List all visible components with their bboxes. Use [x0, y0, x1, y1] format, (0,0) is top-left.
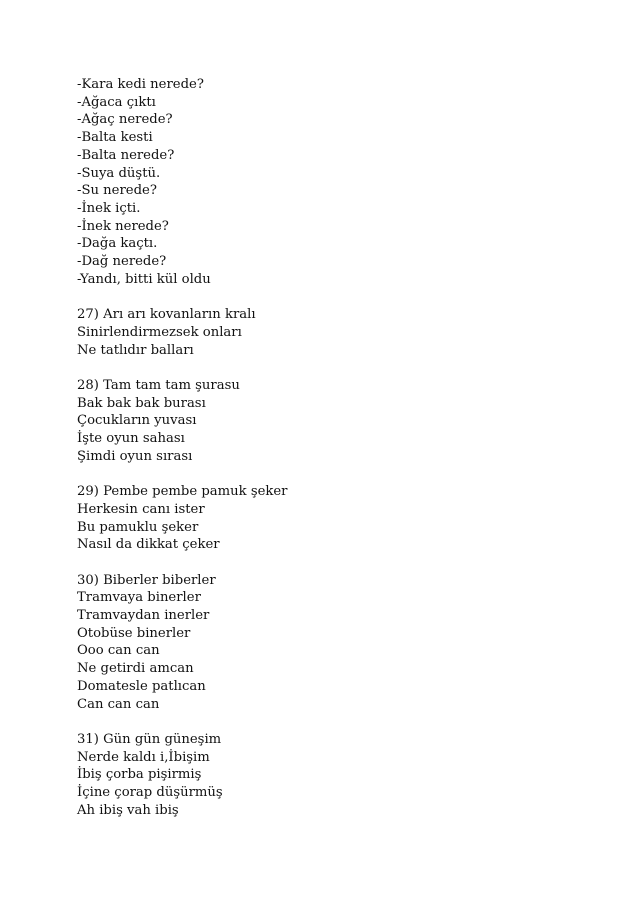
poem-27 [77, 306, 597, 359]
text-line: Ooo can can [77, 643, 160, 659]
text-line: 27) Arı arı kovanların kralı [77, 307, 256, 323]
poem-29 [77, 483, 597, 554]
text-line: Sinirlendirmezsek onları [77, 324, 242, 340]
text-line: Tramvaydan inerler [77, 608, 210, 624]
text-line: 29) Pembe pembe pamuk şeker [77, 484, 288, 500]
poem-text [77, 76, 597, 819]
stanza-gap [77, 359, 597, 377]
text-line: Domatesle patlıcan [77, 678, 206, 694]
text-line: İbiş çorba pişirmiş [77, 767, 202, 783]
text-line: -İnek içti. [77, 200, 141, 216]
dialogue-block [77, 76, 597, 288]
stanza-gap [77, 554, 597, 572]
text-line: Ne tatlıdır balları [77, 342, 194, 358]
text-line: -Kara kedi nerede? [77, 77, 204, 92]
text-line: 31) Gün gün güneşim [77, 731, 222, 747]
text-line: İçine çorap düşürmüş [77, 785, 223, 801]
text-line: Nerde kaldı i,İbişim [77, 749, 210, 765]
text-line: Herkesin canı ister [77, 501, 205, 517]
text-line: -Dağ nerede? [77, 254, 167, 270]
stanza-gap [77, 288, 597, 306]
text-line: 30) Biberler biberler [77, 572, 216, 588]
stanza-gap [77, 465, 597, 483]
text-line: Tramvaya binerler [77, 590, 201, 606]
stanza-gap [77, 713, 597, 731]
text-line: -Ağaca çıktı [77, 94, 156, 110]
text-line: 28) Tam tam tam şurasu [77, 377, 240, 393]
text-line: Bak bak bak burası [77, 395, 206, 411]
poem-28 [77, 377, 597, 466]
text-line: -Yandı, bitti kül oldu [77, 271, 211, 287]
text-line: -Suya düştü. [77, 165, 161, 181]
text-line: Bu pamuklu şeker [77, 519, 199, 535]
text-line: -İnek nerede? [77, 218, 169, 234]
text-line: -Ağaç nerede? [77, 112, 173, 128]
text-line: Şimdi oyun sırası [77, 448, 193, 464]
text-line: Nasıl da dikkat çeker [77, 537, 220, 553]
text-line: -Balta kesti [77, 130, 153, 146]
text-line: Otobüse binerler [77, 625, 191, 641]
text-line: Can can can [77, 696, 160, 712]
text-line: -Dağa kaçtı. [77, 236, 158, 252]
text-line: -Balta nerede? [77, 147, 175, 163]
text-line: -Su nerede? [77, 183, 157, 199]
text-line: Ne getirdi amcan [77, 661, 194, 677]
text-line: İşte oyun sahası [77, 431, 185, 447]
text-line: Çocukların yuvası [77, 413, 197, 429]
poem-31 [77, 731, 597, 820]
poem-30 [77, 572, 597, 714]
text-line: Ah ibiş vah ibiş [77, 802, 179, 818]
